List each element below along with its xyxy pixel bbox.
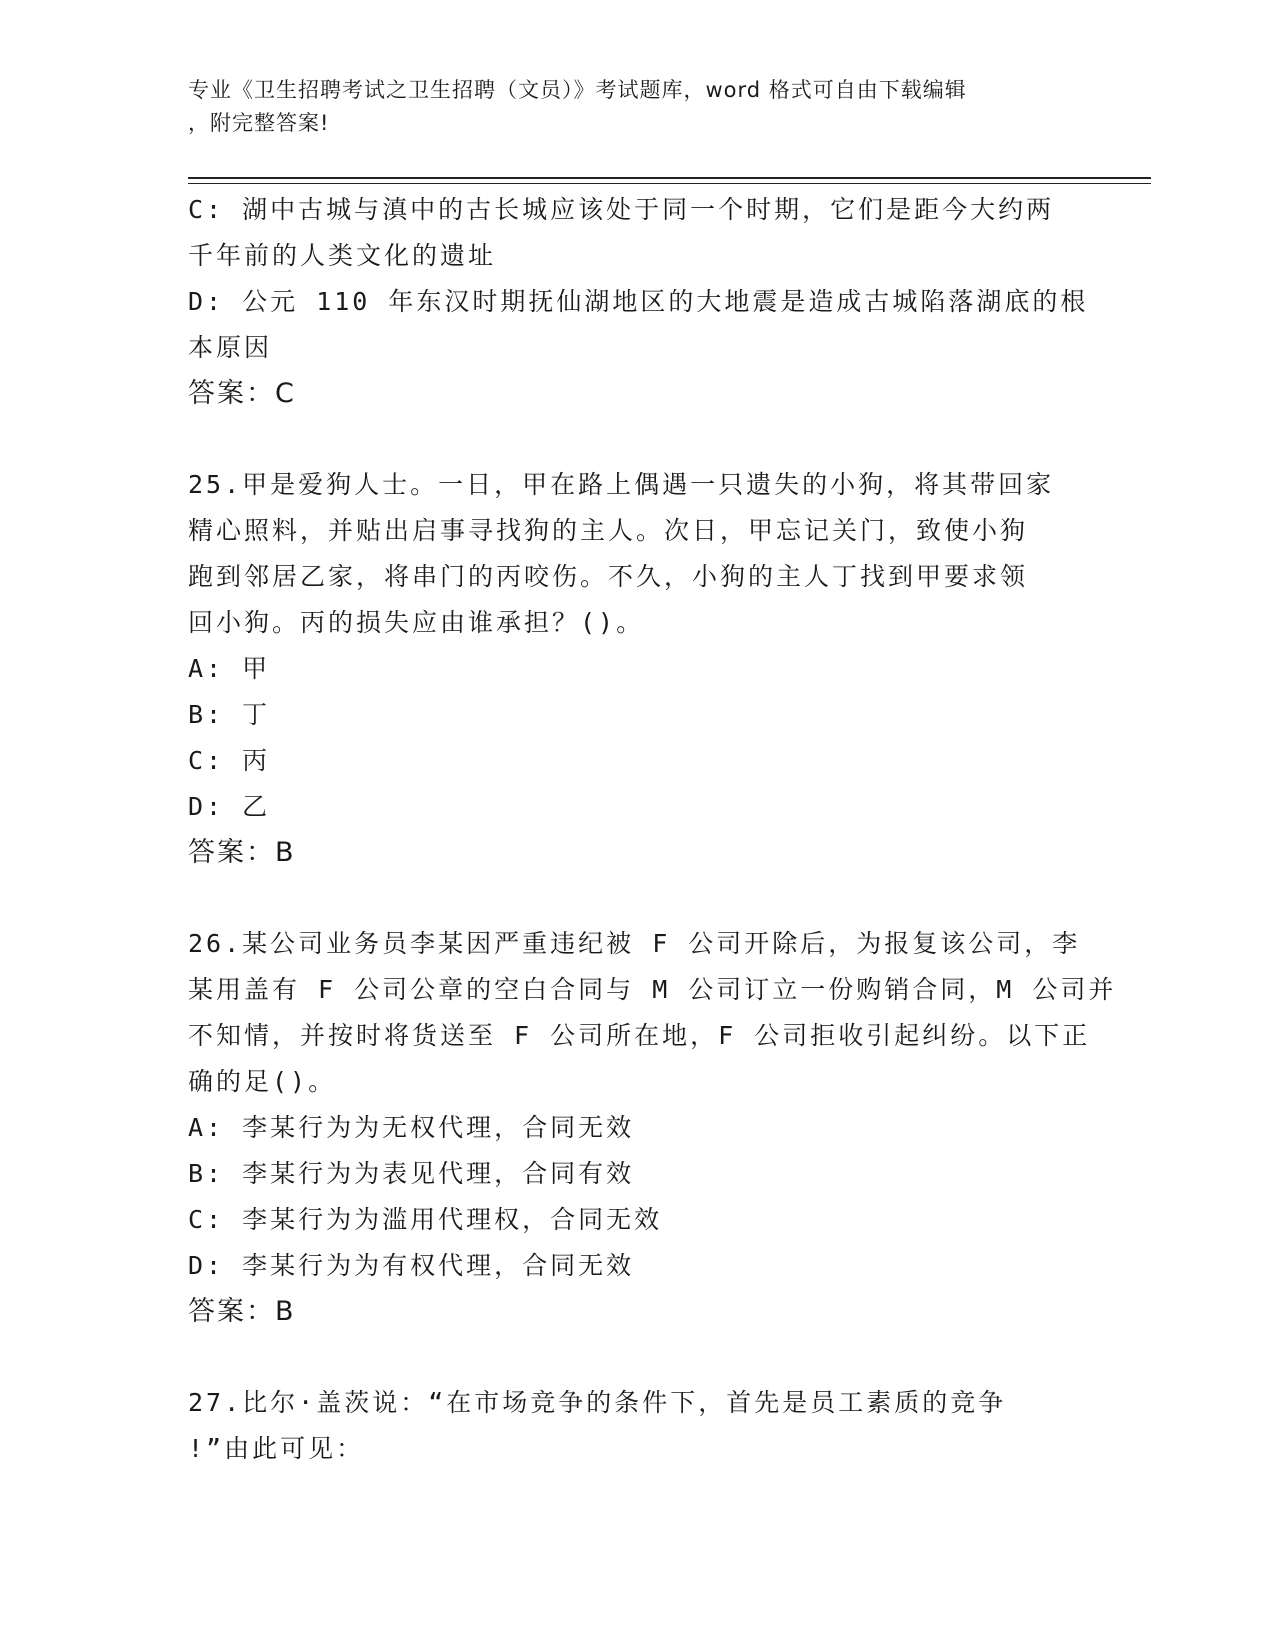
question-text-line: 不知情，并按时将货送至 F 公司所在地，F 公司拒收引起纠纷。以下正 [188,1021,1091,1050]
option-a: A: 甲 [188,654,271,683]
option-line: 本原因 [188,333,273,362]
header-divider-thin [188,183,1151,184]
option-b: B: 李某行为为表见代理，合同有效 [188,1159,635,1188]
question-block-27 [188,1380,1108,1472]
question-block-24 [188,187,1108,417]
question-text-line: 确的足()。 [188,1067,337,1096]
option-b: B: 丁 [188,700,271,729]
option-line: C: 湖中古城与滇中的古长城应该处于同一个时期，它们是距今大约两 [188,195,1055,224]
question-block-25 [188,462,1108,876]
option-line: D: 公元 110 年东汉时期抚仙湖地区的大地震是造成古城陷落湖底的根 [188,287,1089,316]
question-text-line: !”由此可见： [188,1434,365,1463]
question-text-line: 25.甲是爱狗人士。一日，甲在路上偶遇一只遗失的小狗，将其带回家 [188,470,1055,499]
block-spacer [188,417,1108,462]
header-line-1: 专业《卫生招聘考试之卫生招聘（文员）》考试题库，word 格式可自由下载编辑 [188,78,967,102]
header-line-2: ，附完整答案! [188,111,330,135]
question-text-line: 26.某公司业务员李某因严重违纪被 F 公司开除后，为报复该公司，李 [188,929,1081,958]
question-text-line: 27.比尔·盖茨说：“在市场竞争的条件下，首先是员工素质的竞争 [188,1388,1007,1417]
block-spacer [188,876,1108,921]
answer-line: 答案：C [188,378,296,409]
document-header [188,74,1088,140]
question-block-26 [188,921,1117,1335]
option-c: C: 李某行为为滥用代理权，合同无效 [188,1205,663,1234]
answer-line: 答案：B [188,1296,296,1327]
question-text-line: 回小狗。丙的损失应由谁承担？()。 [188,608,645,637]
question-content [188,187,1117,1472]
option-d: D: 乙 [188,792,271,821]
header-divider-thick [188,177,1151,179]
option-d: D: 李某行为为有权代理，合同无效 [188,1251,635,1280]
option-line: 千年前的人类文化的遗址 [188,241,497,270]
answer-line: 答案：B [188,837,296,868]
question-text-line: 精心照料，并贴出启事寻找狗的主人。次日，甲忘记关门，致使小狗 [188,516,1029,545]
question-text-line: 某用盖有 F 公司公章的空白合同与 M 公司订立一份购销合同，M 公司并 [188,975,1117,1004]
question-text-line: 跑到邻居乙家，将串门的丙咬伤。不久，小狗的主人丁找到甲要求领 [188,562,1029,591]
block-spacer [188,1335,1108,1380]
option-a: A: 李某行为为无权代理，合同无效 [188,1113,635,1142]
option-c: C: 丙 [188,746,271,775]
